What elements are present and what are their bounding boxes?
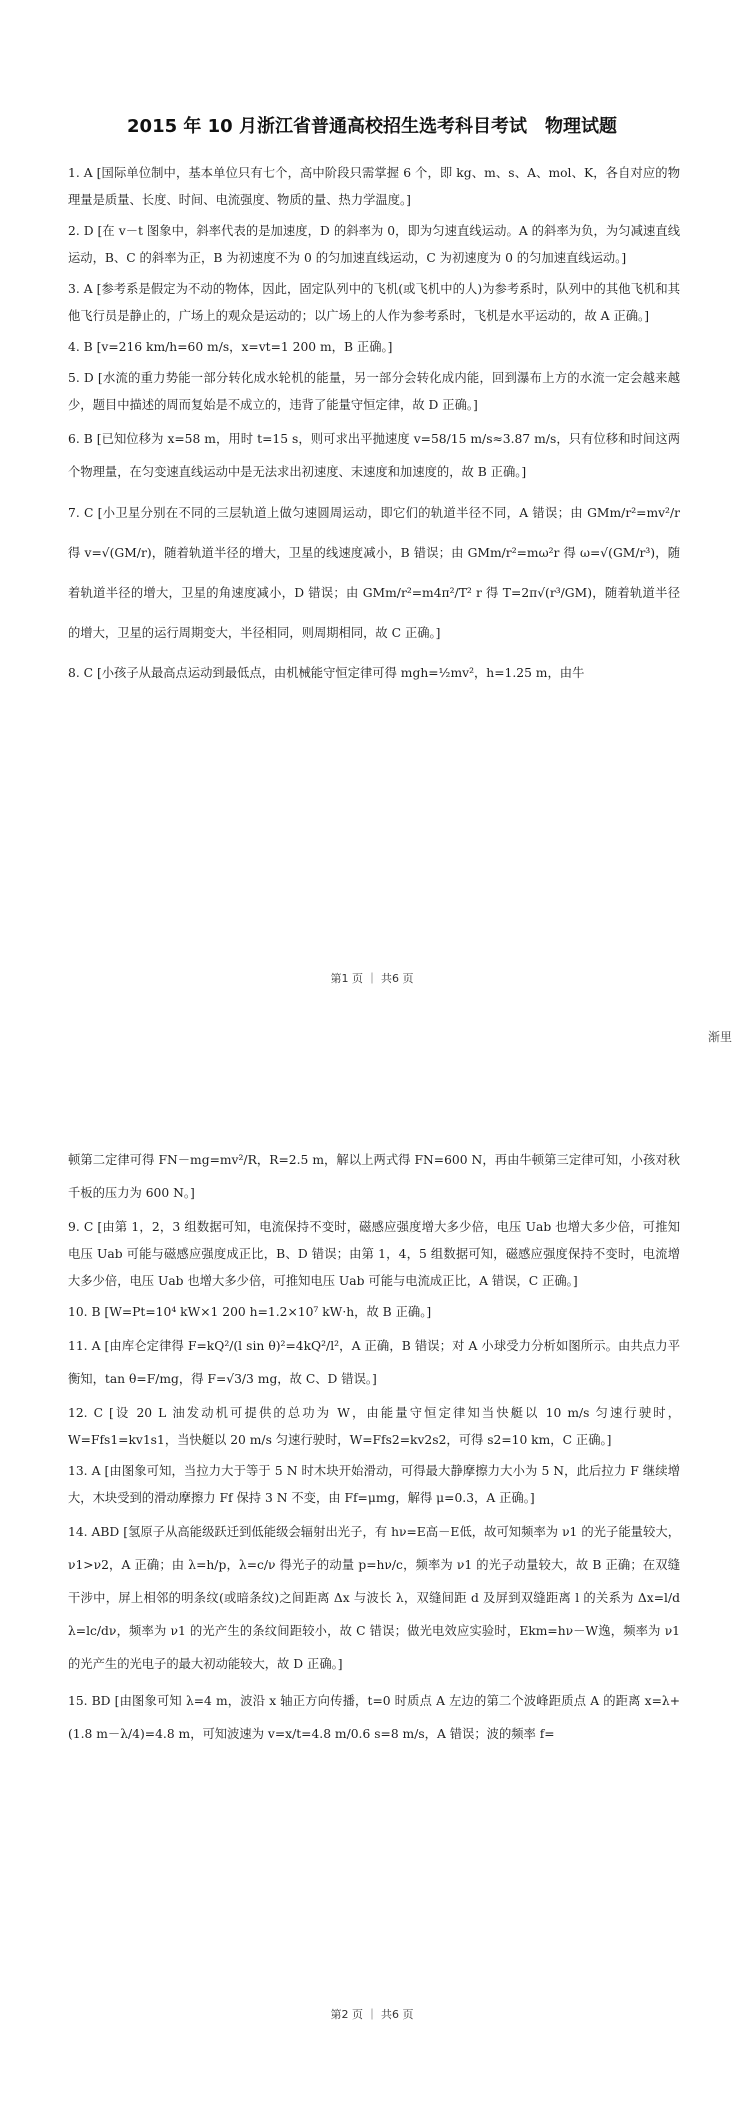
- answer-11: 11. A [由库仑定律得 F=kQ²/(l sin θ)²=4kQ²/l²，A 正确，B 错误；对 A 小球受力分析如图所示。由共点力平衡知，tan θ=F/mg，得 F=√3/3 mg，故 C、D 错误。]: [68, 1339, 680, 1386]
- answer-8: 8. C [小孩子从最高点运动到最低点，由机械能守恒定律可得 mgh=½mv²，h=1.25 m，由牛: [68, 666, 585, 680]
- answer-2: 2. D [在 v－t 图象中，斜率代表的是加速度，D 的斜率为 0，即为匀速直线运动。A 的斜率为负，为匀减速直线运动，B、C 的斜率为正，B 为初速度不为 0 的匀加速直线运动，C 为初速度为 0 的匀加速直线运动。]: [68, 224, 680, 265]
- answer-5: 5. D [水流的重力势能一部分转化成水轮机的能量，另一部分会转化成内能，回到瀑布上方的水流一定会越来越少，题目中描述的周而复始是不成立的，违背了能量守恒定律，故 D 正确。]: [68, 371, 680, 412]
- answer-10: 10. B [W=Pt=10⁴ kW×1 200 h=1.2×10⁷ kW·h，故 B 正确。]: [68, 1305, 432, 1319]
- answer-4: 4. B [v=216 km/h=60 m/s，x=vt=1 200 m，B 正确。]: [68, 340, 393, 354]
- answer-9: 9. C [由第 1，2，3 组数据可知，电流保持不变时，磁感应强度增大多少倍，电压 Uab 也增大多少倍，可推知电压 Uab 可能与磁感应强度成正比，B、D 错误；由第 1，4，5 组数据可知，磁感应强度保持不变时，电流增大多少倍，电压 Uab 也增大多少倍，可推知电压 Uab 可能与电流成正比，A 错误，C 正确。]: [68, 1220, 680, 1288]
- corner-watermark: 渐里: [707, 1030, 732, 1044]
- page-footer: 第1 页 ｜ 共6 页: [330, 972, 414, 985]
- answer-12: 12. C [设 20 L 油发动机可提供的总功为 W，由能量守恒定律知当快艇以 10 m/s 匀速行驶时，W=Ffs1=kv1s1，当快艇以 20 m/s 匀速行驶时，W=Ffs2=kv2s2，可得 s2=10 km，C 正确。]: [68, 1406, 680, 1447]
- answer-list-page-1: [68, 160, 680, 694]
- answer-13: 13. A [由图象可知，当拉力大于等于 5 N 时木块开始滑动，可得最大静摩擦力大小为 5 N，此后拉力 F 继续增大，木块受到的滑动摩擦力 Ff 保持 3 N 不变，由 Ff=μmg，解得 μ=0.3，A 正确。]: [68, 1464, 680, 1505]
- answer-15: 15. BD [由图象可知 λ=4 m，波沿 x 轴正方向传播，t=0 时质点 A 左边的第二个波峰距质点 A 的距离 x=λ+(1.8 m－λ/4)=4.8 m，可知波速为 v=x/t=4.8 m/0.6 s=8 m/s，A 错误；波的频率 f=: [68, 1694, 680, 1741]
- answer-list-page-2: [68, 1144, 680, 1755]
- answer-7: 7. C [小卫星分别在不同的三层轨道上做匀速圆周运动，即它们的轨道半径不同，A 错误；由 GMm/r²=mv²/r 得 v=√(GM/r)，随着轨道半径的增大，卫星的线速度减小，B 错误；由 GMm/r²=mω²r 得 ω=√(GM/r³)，随着轨道半径的增大，卫星的角速度减小，D 错误；由 GMm/r²=m4π²/T² r 得 T=2π√(r³/GM)，随着轨道半径的增大，卫星的运行周期变大，半径相同，则周期相同，故 C 正确。]: [68, 506, 680, 640]
- answer-6: 6. B [已知位移为 x=58 m，用时 t=15 s，则可求出平抛速度 v=58/15 m/s≈3.87 m/s，只有位移和时间这两个物理量，在匀变速直线运动中是无法求出初速度、末速度和加速度的，故 B 正确。]: [68, 432, 680, 479]
- answer-8-continued: 顿第二定律可得 FN－mg=mv²/R，R=2.5 m，解以上两式得 FN=600 N，再由牛顿第三定律可知，小孩对秋千板的压力为 600 N。]: [68, 1153, 680, 1200]
- page-2: [0, 1052, 744, 2104]
- answer-1: 1. A [国际单位制中，基本单位只有七个，高中阶段只需掌握 6 个，即 kg、m、s、A、mol、K，各自对应的物理量是质量、长度、时间、电流强度、物质的量、热力学温度。]: [68, 166, 680, 207]
- answer-14: 14. ABD [氢原子从高能级跃迁到低能级会辐射出光子，有 hν=E高－E低，故可知频率为 ν1 的光子能量较大，ν1>ν2，A 正确；由 λ=h/p，λ=c/ν 得光子的动量 p=hν/c，频率为 ν1 的光子动量较大，故 B 正确；在双缝干涉中，屏上相邻的明条纹(或暗条纹)之间距离 Δx 与波长 λ，双缝间距 d 及屏到双缝距离 l 的关系为 Δx=l/d λ=lc/dν，频率为 ν1 的光产生的条纹间距较小，故 C 错误；做光电效应实验时，Ekm=hν－W逸，频率为 ν1 的光产生的光电子的最大初动能较大，故 D 正确。]: [68, 1525, 680, 1671]
- page-footer: 第2 页 ｜ 共6 页: [330, 2008, 414, 2021]
- answer-3: 3. A [参考系是假定为不动的物体，因此，固定队列中的飞机(或飞机中的人)为参考系时，队列中的其他飞机和其他飞行员是静止的，广场上的观众是运动的；以广场上的人作为参考系时，飞机是水平运动的，故 A 正确。]: [68, 282, 680, 323]
- document-title: 2015 年 10 月浙江省普通高校招生选考科目考试 物理试题: [127, 116, 617, 137]
